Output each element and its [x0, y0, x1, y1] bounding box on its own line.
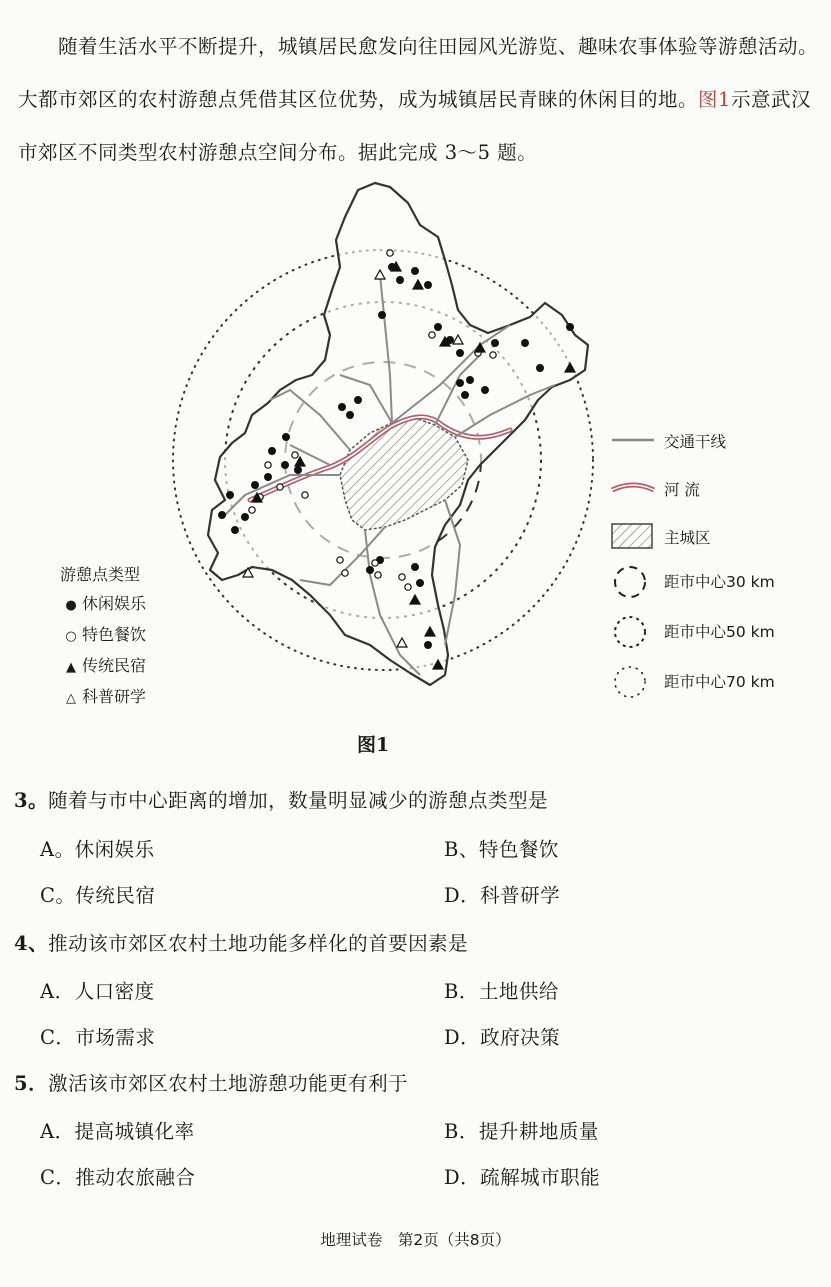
question-3-stem: 随着与市中心距离的增加，数量明显减少的游憩点类型是 — [48, 789, 549, 812]
road-swatch-icon — [608, 422, 658, 458]
legend-ring-30: 距市中心30 km — [608, 562, 828, 602]
legend-road: 交通干线 — [608, 422, 828, 462]
legend-main-city: 主城区 — [608, 518, 828, 558]
question-4: 4、推动该市郊区农村土地功能多样化的首要因素是 — [14, 932, 469, 955]
legend-river: 河 流 — [608, 470, 828, 510]
q3-option-c[interactable]: C。传统民宿 — [40, 884, 156, 907]
page-footer: 地理试卷 第2页（共8页） — [320, 1231, 511, 1249]
q5-option-b[interactable]: B．提升耕地质量 — [444, 1120, 599, 1143]
q5-option-a[interactable]: A．提高城镇化率 — [40, 1120, 195, 1143]
river-swatch-icon — [608, 470, 658, 506]
question-3: 3。随着与市中心距离的增加，数量明显减少的游憩点类型是 — [14, 789, 549, 812]
q5-option-d[interactable]: D．疏解城市职能 — [444, 1166, 601, 1189]
ring-50-swatch-icon — [608, 612, 658, 652]
intro-line-3: 市郊区不同类型农村游憩点空间分布。据此完成 3～5 题。 — [18, 141, 538, 164]
q4-option-c[interactable]: C．市场需求 — [40, 1026, 156, 1049]
intro-paragraph — [18, 20, 818, 179]
legend-item-dining: ○ 特色餐饮 — [65, 625, 147, 644]
legend-item-science: △ 科普研学 — [66, 687, 147, 706]
q3-option-d[interactable]: D．科普研学 — [444, 884, 561, 907]
question-5: 5．激活该市郊区农村土地游憩功能更有利于 — [14, 1072, 409, 1095]
question-4-stem: 推动该市郊区农村土地功能多样化的首要因素是 — [48, 932, 469, 955]
legend-item-leisure: ● 休闲娱乐 — [65, 594, 147, 613]
figure-reference[interactable]: 图1 — [698, 88, 731, 111]
q4-option-a[interactable]: A．人口密度 — [40, 980, 155, 1003]
legend-item-homestay: ▲ 传统民宿 — [66, 656, 147, 675]
intro-line-2: 大都市郊区的农村游憩点凭借其区位优势，成为城镇居民青睐的休闲目的地。图1示意武汉 — [18, 88, 811, 111]
q4-option-d[interactable]: D．政府决策 — [444, 1026, 561, 1049]
figure-caption: 图1 — [357, 734, 390, 756]
q4-option-b[interactable]: B．土地供给 — [444, 980, 559, 1003]
urban-swatch-icon — [608, 518, 658, 554]
intro-line-1: 随着生活水平不断提升，城镇居民愈发向往田园风光游览、趣味农事体验等游憩活动。 — [58, 35, 819, 58]
legend-point-types — [60, 560, 146, 713]
legend-ring-70: 距市中心70 km — [608, 662, 828, 702]
question-5-stem: 激活该市郊区农村土地游憩功能更有利于 — [48, 1072, 409, 1095]
q3-option-a[interactable]: A。休闲娱乐 — [40, 838, 155, 861]
ring-30-swatch-icon — [608, 562, 658, 602]
q3-option-b[interactable]: B、特色餐饮 — [444, 838, 559, 861]
q5-option-c[interactable]: C．推动农旅融合 — [40, 1166, 196, 1189]
legend-types-title: 游憩点类型 — [60, 565, 141, 584]
legend-ring-50: 距市中心50 km — [608, 612, 828, 652]
ring-70-swatch-icon — [608, 662, 658, 702]
